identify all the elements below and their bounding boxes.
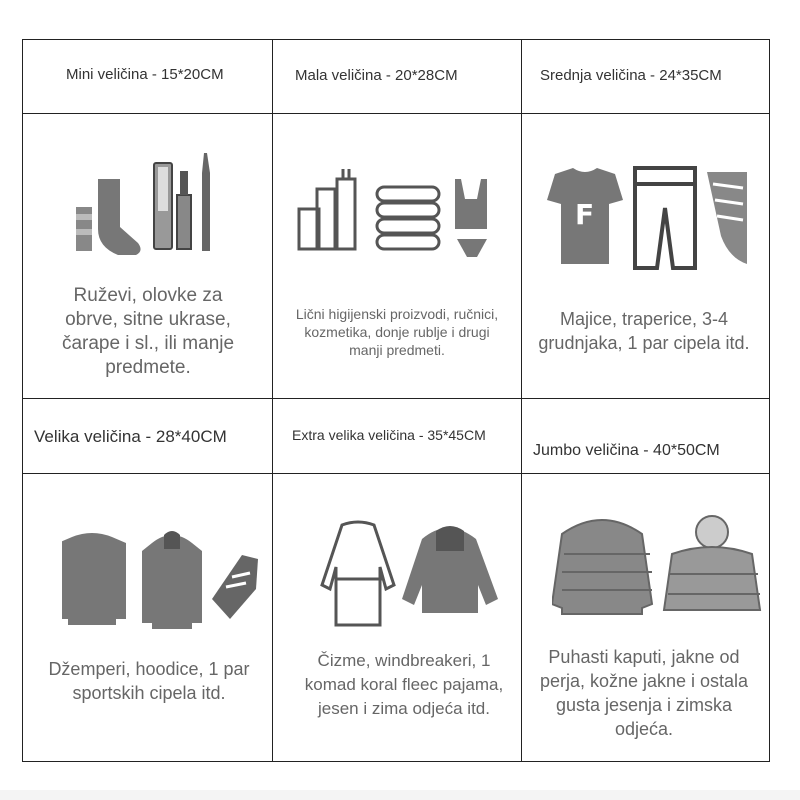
- hoodie-icon: [402, 526, 498, 613]
- grid-line: [22, 113, 770, 114]
- underwear-icon: [455, 179, 487, 257]
- grid-line: [22, 39, 770, 40]
- mascara-icon: [177, 171, 191, 249]
- size-description-mini: Ruževi, olovke za obrve, sitne ukrase, čarape i sl., ili manje predmete.: [61, 285, 235, 378]
- hoodie-icon: [142, 531, 202, 629]
- sneaker-icon: [212, 555, 258, 619]
- size-title-large: Velika veličina - 28*40CM: [34, 427, 227, 446]
- grid-line: [22, 39, 23, 762]
- grid-line: [22, 761, 770, 762]
- svg-text:F: F: [575, 198, 595, 231]
- fur-hood-jacket-icon: [664, 516, 760, 610]
- grid-line: [521, 39, 522, 762]
- grid-line: [272, 39, 273, 762]
- small-items-illustration: [297, 169, 497, 269]
- grid-line: [22, 473, 770, 474]
- eyebrow-pencil-icon: [202, 153, 210, 251]
- size-description-jumbo: Puhasti kaputi, jakne od perja, kožne jakne i ostala gusta jesenja i zimska odjeća.: [539, 647, 749, 739]
- jeans-icon: [635, 168, 695, 268]
- jumbo-items-illustration: [552, 514, 762, 624]
- puffer-jacket-icon: [552, 520, 652, 614]
- size-title-medium: Srednja veličina - 24*35CM: [540, 67, 722, 84]
- size-title-small: Mala veličina - 20*28CM: [295, 67, 458, 84]
- grid-line: [769, 39, 770, 762]
- size-title-extra-large: Extra velika veličina - 35*45CM: [292, 427, 486, 443]
- size-title-mini: Mini veličina - 15*20CM: [66, 66, 224, 83]
- tshirt-icon: [547, 168, 623, 264]
- bathrobe-icon: [322, 522, 394, 625]
- medium-items-illustration: [537, 164, 757, 274]
- sweater-icon: [62, 533, 126, 625]
- size-description-extra-large: Čizme, windbreakeri, 1 komad koral fleec pajama, jesen i zima odjeća itd.: [304, 651, 504, 718]
- bottom-band: [0, 790, 800, 800]
- towels-icon: [377, 187, 439, 249]
- size-description-small: Lični higijenski proizvodi, ručnici, kozmetika, donje rublje i drugi manji predmeti.: [295, 306, 499, 358]
- size-title-jumbo: Jumbo veličina - 40*50CM: [533, 442, 720, 459]
- mini-items-illustration: [72, 149, 242, 264]
- size-chart-grid: [22, 39, 770, 762]
- size-description-medium: Majice, traperice, 3-4 grudnjaka, 1 par cipela itd.: [538, 309, 750, 353]
- lipstick-icon: [154, 163, 172, 249]
- extra-large-items-illustration: [312, 519, 502, 629]
- large-items-illustration: [62, 529, 262, 629]
- grid-line: [22, 398, 770, 399]
- sneaker-icon: [707, 172, 747, 264]
- size-description-large: Džemperi, hoodice, 1 par sportskih cipela itd.: [48, 659, 250, 703]
- toiletries-icon: [299, 169, 355, 249]
- sock-icon: [76, 179, 141, 255]
